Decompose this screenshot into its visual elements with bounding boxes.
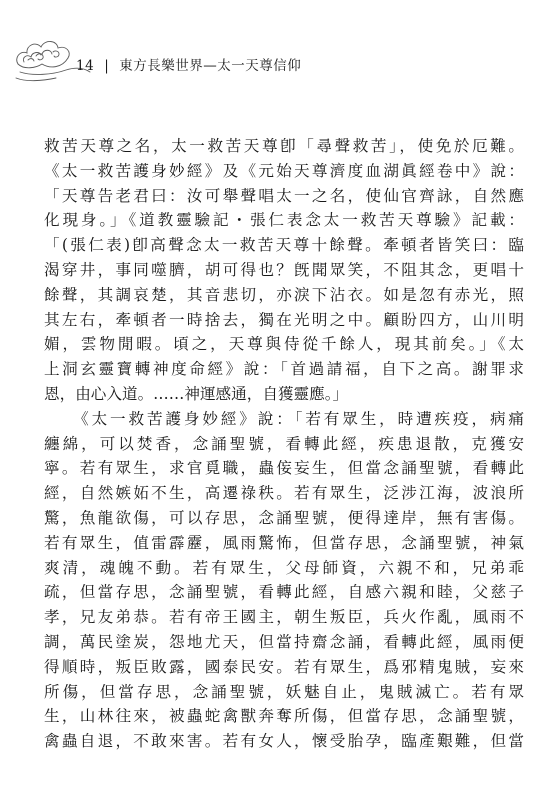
body-text xyxy=(44,134,524,754)
text-line: 得順時，叛臣敗露，國泰民安。若有眾生，爲邪精鬼賊，妄來 xyxy=(44,657,524,676)
text-line: 生，山林往來，被蟲蛇禽獸奔奪所傷，但當存思，念誦聖號， xyxy=(44,707,524,726)
page-number: 14 xyxy=(76,58,95,74)
text-line: 渴穿井，事同噬臍，胡可得也？旣聞眾笑，不阻其念，更唱十 xyxy=(44,260,524,279)
text-line: 「(張仁表)卽高聲念太一救苦天尊十餘聲。牽頓者皆笑曰：臨 xyxy=(44,236,524,255)
book-title: 東方長樂世界—太一天尊信仰 xyxy=(119,58,302,74)
text-line: 上洞玄靈寶轉神度命經》說：「首過請福，自下之高。謝罪求 xyxy=(44,360,524,379)
text-line: 恩，由心入道。……神運感通，自獲靈應。」 xyxy=(44,384,349,403)
text-line: 驚，魚龍欲傷，可以存思，念誦聖號，便得達岸，無有害傷。 xyxy=(44,508,524,527)
text-line: 所傷，但當存思，念誦聖號，妖魅自止，鬼賊滅亡。若有眾 xyxy=(44,682,524,701)
text-line: 救苦天尊之名，太一救苦天尊卽「尋聲救苦」，使免於厄難。 xyxy=(44,137,524,155)
text-line: 經，自然嫉妬不生，高遷祿秩。若有眾生，泛涉江海，波浪所 xyxy=(44,484,524,503)
text-line: 若有眾生，值雷霹靂，風雨驚怖，但當存思，念誦聖號，神氣 xyxy=(44,533,524,552)
text-line: 「天尊告老君曰：汝可舉聲唱太一之名，使仙官齊詠，自然應 xyxy=(44,186,524,205)
text-line: 爽清，魂魄不動。若有眾生，父母師資，六親不和，兄弟乖 xyxy=(44,558,524,577)
text-line: 媚，雲物閒暇。頃之，天尊與侍從千餘人，現其前矣。」《太 xyxy=(44,335,524,354)
text-line: 纏綿，可以焚香，念誦聖號，看轉此經，疾患退散，克獲安 xyxy=(44,434,524,453)
text-line: 其左右，牽頓者一時捨去，獨在光明之中。顧盼四方，山川明 xyxy=(44,310,524,329)
text-line: 寧。若有眾生，求官覓職，蟲侫妄生，但當念誦聖號，看轉此 xyxy=(44,459,524,478)
header-separator: | xyxy=(104,58,110,74)
text-line: 孝，兄友弟恭。若有帝王國主，朝生叛臣，兵火作亂，風雨不 xyxy=(44,608,524,627)
text-line: 禽蟲自退，不敢來害。若有女人，懷受胎孕，臨產艱難，但當 xyxy=(44,732,524,751)
text-line: 餘聲，其調哀楚，其音悲切，亦淚下沾衣。如是忽有赤光，照 xyxy=(44,285,524,304)
text-line: 疏，但當存思，念誦聖號，看轉此經，自感六親和睦，父慈子 xyxy=(44,583,524,602)
text-line: 《太一救苦護身妙經》說：「若有眾生，時遭疾疫，病痛 xyxy=(44,409,524,428)
running-header xyxy=(0,20,559,90)
text-line: 化現身。」《道教靈驗記・張仁表念太一救苦天尊驗》記載： xyxy=(44,211,524,230)
header-line xyxy=(76,54,301,74)
text-line: 調，萬民塗炭，怨地尤天，但當持齋念誦，看轉此經，風雨便 xyxy=(44,632,524,651)
text-line: 《太一救苦護身妙經》及《元始天尊濟度血湖眞經卷中》說： xyxy=(44,161,524,180)
